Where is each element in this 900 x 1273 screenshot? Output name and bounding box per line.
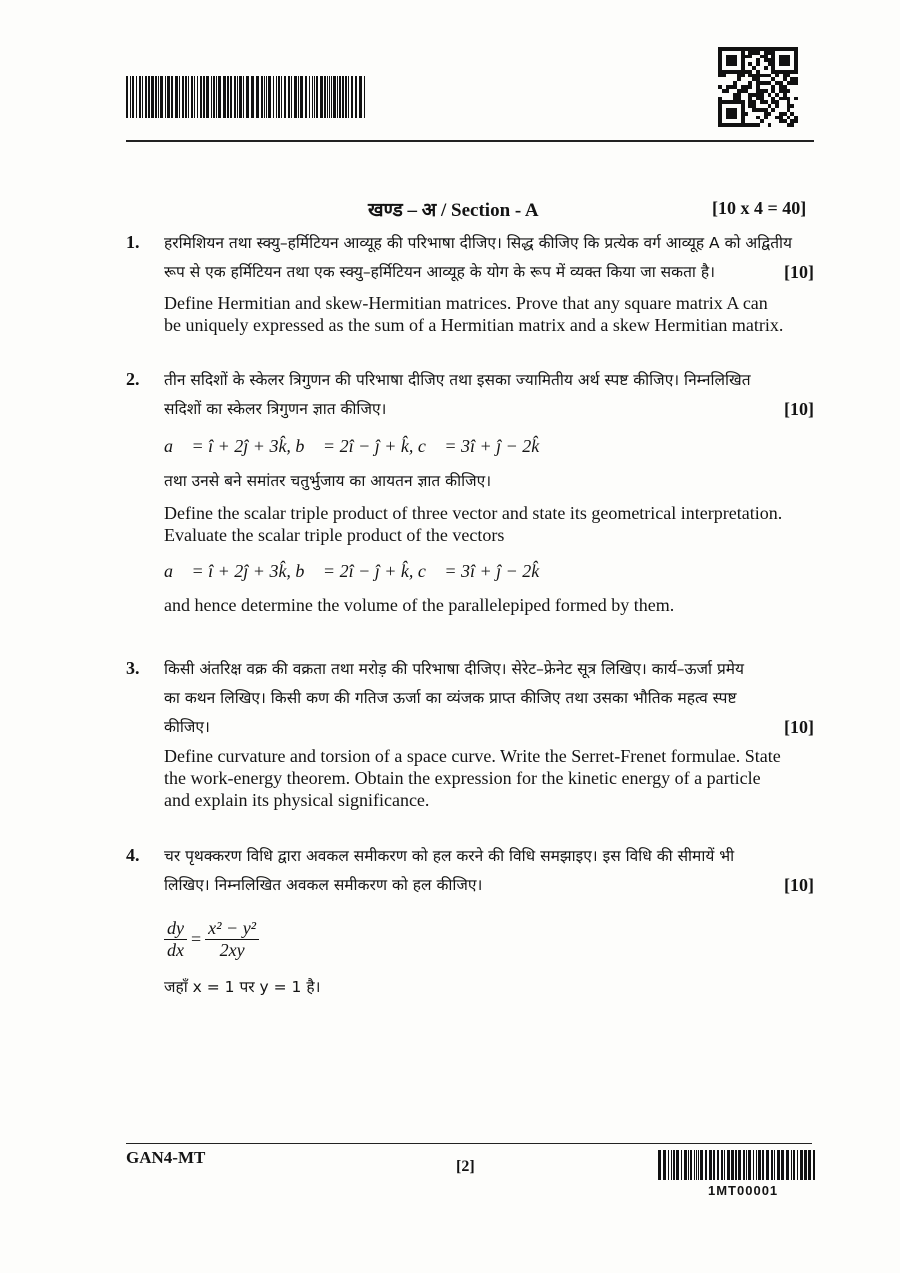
barcode-bar [251, 76, 254, 118]
page-number: [2] [456, 1158, 475, 1175]
barcode-bar [804, 1150, 807, 1180]
fraction-left-denominator: dx [167, 940, 184, 960]
barcode-bar [738, 1150, 741, 1180]
barcode-bar [188, 76, 189, 118]
barcode-bar [756, 1150, 757, 1180]
question-3-hindi-line-2: का कथन लिखिए। किसी कण की गतिज ऊर्जा का व्यंजक प्राप्त कीजिए तथा उसका भौतिक महत्व स्पष्ट [164, 689, 737, 707]
barcode-bar [273, 76, 274, 118]
barcode-bar [268, 76, 271, 118]
barcode-bar [218, 76, 221, 118]
barcode-bar [364, 76, 365, 118]
barcode-bar [791, 1150, 792, 1180]
barcode-bar [142, 76, 143, 118]
barcode-bar [284, 76, 286, 118]
barcode-bar [216, 76, 217, 118]
fraction-right-denominator: 2xy [219, 940, 245, 960]
barcode-bar [324, 76, 326, 118]
barcode-bar [351, 76, 353, 118]
barcode-bar [748, 1150, 751, 1180]
question-1-marks: [10] [784, 262, 814, 282]
barcode-bar [700, 1150, 703, 1180]
question-2-english-after: and hence determine the volume of the parallelepiped formed by them. [164, 595, 675, 615]
barcode-bar [179, 76, 180, 118]
barcode-bar [300, 76, 303, 118]
question-4-number: 4. [126, 845, 140, 865]
barcode-bar [673, 1150, 675, 1180]
fraction-right [205, 918, 259, 961]
barcode-bar [266, 76, 267, 118]
question-1-hindi-line-2: रूप से एक हर्मिटियन तथा एक स्क्यु–हर्मिटियन आव्यूह के योग के रूप में व्यक्त किया जा सकता है। [164, 263, 715, 281]
question-3-hindi-line-1: किसी अंतरिक्ष वक्र की वक्रता तथा मरोड़ की परिभाषा दीजिए। सेरेट–फ्रेनेट सूत्र लिखिए। कार्य–ऊर्जा प्रमेय [164, 660, 745, 678]
barcode-bar [781, 1150, 784, 1180]
barcode-bar [200, 76, 202, 118]
barcode-bar [331, 76, 332, 118]
barcode-bar [786, 1150, 789, 1180]
barcode-bar [155, 76, 157, 118]
barcode-bar [298, 76, 299, 118]
question-2-equation-2: a⃗ = î + 2ĵ + 3k̂, b⃗ = 2î − ĵ + k̂, c⃗ = 3î + ĵ − 2k̂ [164, 561, 540, 581]
barcode-bar [234, 76, 236, 118]
question-2-hindi-after: तथा उनसे बने समांतर चतुर्भुजाय का आयतन ज्ञात कीजिए। [164, 472, 492, 490]
barcode-bar [681, 1150, 682, 1180]
barcode-bar [339, 76, 341, 118]
barcode-bar [288, 76, 290, 118]
barcode-bar [684, 1150, 687, 1180]
barcode-bar [333, 76, 336, 118]
question-1-hindi-line-1: हरमिशियन तथा स्क्यु–हर्मिटियन आव्यूह की परिभाषा दीजिए। सिद्ध कीजिए कि प्रत्येक वर्ग आव्यूह A को अद्वितीय [164, 234, 793, 252]
barcode-bar [717, 1150, 719, 1180]
barcode-bar [727, 1150, 730, 1180]
barcode-bar [256, 76, 259, 118]
barcode-bar [694, 1150, 695, 1180]
barcode-bar [276, 76, 277, 118]
barcode-bar [671, 1150, 672, 1180]
barcode-bar [808, 1150, 811, 1180]
barcode-bar [160, 76, 163, 118]
barcode-bar [724, 1150, 725, 1180]
barcode-bar [167, 76, 170, 118]
fraction-left-numerator: dy [164, 918, 187, 940]
barcode-bar [139, 76, 141, 118]
section-title: खण्ड – अ / Section - A [368, 200, 539, 221]
barcode-bar [130, 76, 131, 118]
barcode-bar [713, 1150, 715, 1180]
question-4-differential-equation [164, 918, 814, 961]
barcode-bar [206, 76, 209, 118]
barcode-bar [230, 76, 232, 118]
barcode-bar [709, 1150, 712, 1180]
barcode-bar [327, 76, 328, 118]
question-2 [164, 366, 814, 616]
barcode-bar [158, 76, 159, 118]
footer-serial: 1MT00001 [708, 1183, 779, 1198]
question-1-number: 1. [126, 232, 140, 252]
barcode-bar [151, 76, 154, 118]
question-4-marks: [10] [784, 875, 814, 895]
question-2-english-line-2: Evaluate the scalar triple product of the vectors [164, 525, 505, 545]
barcode-bar [345, 76, 347, 118]
barcode-bar [126, 76, 128, 118]
barcode-bar [705, 1150, 707, 1180]
barcode-bar [246, 76, 249, 118]
barcode-bar [696, 1150, 697, 1180]
barcode-bar [320, 76, 323, 118]
barcode-bar [797, 1150, 798, 1180]
barcode-bar [261, 76, 263, 118]
question-2-english-line-1: Define the scalar triple product of three vector and state its geometrical interpretation. [164, 503, 783, 523]
fraction-right-numerator: x² − y² [205, 918, 259, 940]
fraction-left [164, 918, 187, 961]
barcode-bar [663, 1150, 666, 1180]
barcode-bar [278, 76, 280, 118]
header-rule [126, 140, 814, 142]
question-3 [164, 655, 814, 811]
barcode-bar [721, 1150, 723, 1180]
barcode-bar [312, 76, 313, 118]
question-3-hindi-line-3: कीजिए। [164, 718, 210, 736]
equals-sign: = [191, 929, 202, 949]
question-2-marks: [10] [784, 399, 814, 419]
footer-rule [126, 1143, 812, 1144]
barcode-bar [762, 1150, 764, 1180]
question-4 [164, 842, 814, 1002]
question-4-hindi-line-1: चर पृथक्करण विधि द्वारा अवकल समीकरण को हल करने की विधि समझाइए। इस विधि की सीमायें भी [164, 847, 735, 865]
qr-code [718, 47, 798, 127]
question-3-marks: [10] [784, 717, 814, 737]
question-2-equation-1: a⃗ = î + 2ĵ + 3k̂, b⃗ = 2î − ĵ + k̂, c⃗ = 3î + ĵ − 2k̂ [164, 436, 540, 456]
barcode-bar [165, 76, 166, 118]
qr-module [794, 123, 798, 127]
barcode-bar [746, 1150, 747, 1180]
barcode-bar [753, 1150, 754, 1180]
barcode-bar [191, 76, 193, 118]
barcode-bar [182, 76, 184, 118]
barcode-bar [329, 76, 330, 118]
barcode-bar [185, 76, 187, 118]
barcode-bar [264, 76, 265, 118]
question-3-english-line-3: and explain its physical significance. [164, 790, 430, 810]
barcode-bar [758, 1150, 761, 1180]
barcode-bar [698, 1150, 699, 1180]
question-2-hindi-line-2: सदिशों का स्केलर त्रिगुणन ज्ञात कीजिए। [164, 400, 387, 418]
barcode-bar [766, 1150, 769, 1180]
barcode-bar [132, 76, 134, 118]
barcode-bar [688, 1150, 689, 1180]
barcode-bar [294, 76, 297, 118]
barcode-bar [203, 76, 205, 118]
barcode-bar [800, 1150, 803, 1180]
barcode-bar [145, 76, 147, 118]
barcode-bar [305, 76, 307, 118]
footer-barcode [658, 1150, 818, 1180]
barcode-bar [337, 76, 338, 118]
barcode-bar [314, 76, 315, 118]
question-2-number: 2. [126, 369, 140, 389]
footer-paper-code: GAN4-MT [126, 1148, 206, 1167]
barcode-bar [211, 76, 212, 118]
section-marks: [10 x 4 = 40] [712, 198, 807, 218]
question-3-number: 3. [126, 658, 140, 678]
barcode-bar [774, 1150, 775, 1180]
header-barcode [126, 76, 398, 118]
barcode-bar [793, 1150, 795, 1180]
barcode-bar [348, 76, 349, 118]
barcode-bar [175, 76, 178, 118]
barcode-bar [658, 1150, 661, 1180]
barcode-bar [743, 1150, 745, 1180]
barcode-bar [243, 76, 244, 118]
barcode-bar [223, 76, 226, 118]
barcode-bar [197, 76, 198, 118]
barcode-bar [359, 76, 362, 118]
barcode-bar [281, 76, 282, 118]
barcode-bar [227, 76, 229, 118]
question-4-hindi-line-2: लिखिए। निम्नलिखित अवकल समीकरण को हल कीजिए। [164, 876, 483, 894]
barcode-bar [291, 76, 292, 118]
barcode-bar [668, 1150, 669, 1180]
barcode-bar [813, 1150, 815, 1180]
barcode-bar [239, 76, 242, 118]
barcode-bar [731, 1150, 734, 1180]
barcode-bar [342, 76, 344, 118]
question-1-english-line-1: Define Hermitian and skew-Hermitian matrices. Prove that any square matrix A can [164, 293, 768, 313]
barcode-bar [771, 1150, 773, 1180]
question-1-english-line-2: be uniquely expressed as the sum of a Hermitian matrix and a skew Hermitian matrix. [164, 315, 784, 335]
barcode-bar [213, 76, 215, 118]
barcode-bar [735, 1150, 737, 1180]
barcode-bar [777, 1150, 780, 1180]
question-1 [164, 229, 814, 336]
question-3-english-line-1: Define curvature and torsion of a space curve. Write the Serret-Frenet formulae. State [164, 746, 781, 766]
barcode-bar [355, 76, 357, 118]
barcode-bar [136, 76, 137, 118]
question-2-hindi-line-1: तीन सदिशों के स्केलर त्रिगुणन की परिभाषा दीजिए तथा इसका ज्यामितीय अर्थ स्पष्ट कीजिए। निम्नलिखित [164, 371, 751, 389]
barcode-bar [676, 1150, 679, 1180]
barcode-bar [237, 76, 238, 118]
question-4-condition: जहाँ x = 1 पर y = 1 है। [164, 978, 321, 996]
barcode-bar [309, 76, 310, 118]
barcode-bar [690, 1150, 692, 1180]
barcode-bar [316, 76, 318, 118]
question-3-english-line-2: the work-energy theorem. Obtain the expression for the kinetic energy of a particle [164, 768, 761, 788]
barcode-bar [148, 76, 150, 118]
barcode-bar [194, 76, 195, 118]
barcode-bar [171, 76, 173, 118]
